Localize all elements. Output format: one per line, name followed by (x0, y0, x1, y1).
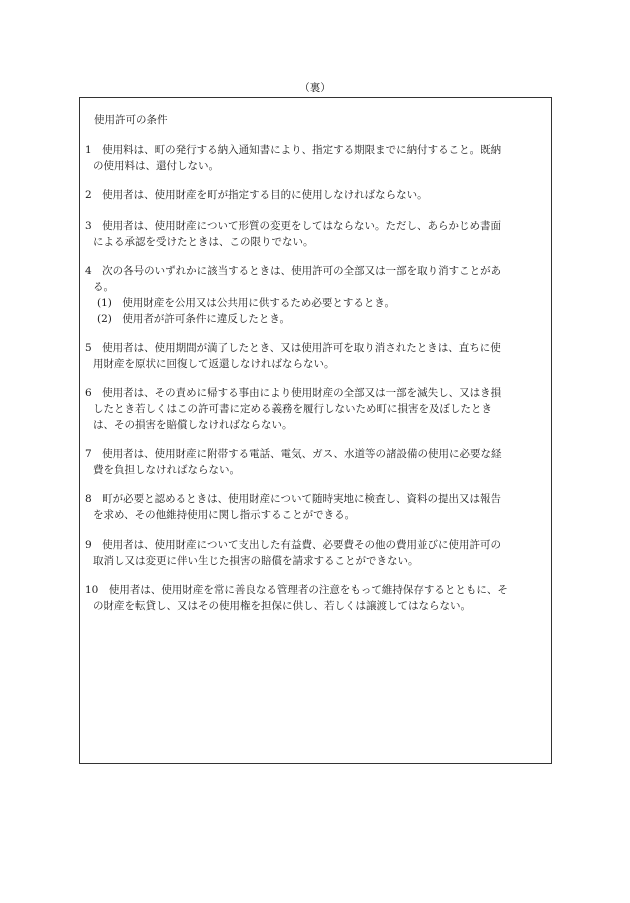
clause-line: 1 使用料は、町の発行する納入通知書により、指定する期限までに納付すること。既納 (85, 144, 502, 156)
clause-line: による承認を受けたときは、この限りでない。 (93, 236, 314, 248)
clause-line: は、その損害を賠償しなければならない。 (93, 419, 293, 431)
clause-line: したとき若しくはこの許可書に定める義務を履行しないため町に損害を及ぼしたとき (93, 403, 492, 415)
clause-line: 6 使用者は、その責めに帰する事由により使用財産の全部又は一部を滅失し、又はき損 (85, 387, 502, 399)
clause-4 (85, 263, 547, 327)
clause-line: 5 使用者は、使用期間が満了したとき、又は使用許可を取り消されたときは、直ちに使 (85, 342, 501, 354)
clause-10 (85, 582, 547, 614)
clause-line: を求め、その他維持使用に関し指示することができる。 (93, 509, 356, 521)
clause-1 (85, 142, 547, 174)
page-side-label: （裏） (299, 82, 331, 94)
clause-9 (85, 537, 547, 569)
clause-line: 9 使用者は、使用財産について支出した有益費、必要費その他の費用並びに使用許可の (85, 539, 501, 551)
clause-line: 用財産を原状に回復して返還しなければならない。 (93, 358, 335, 370)
clause-5 (85, 340, 547, 372)
clause-line: 8 町が必要と認めるときは、使用財産について随時実地に検査し、資料の提出又は報告 (85, 493, 501, 505)
clause-line: 3 使用者は、使用財産について形質の変更をしてはならない。ただし、あらかじめ書面 (85, 220, 501, 232)
clause-sub-item: (1) 使用財産を公用又は公共用に供するため必要とするとき。 (97, 297, 395, 309)
clause-2 (85, 187, 547, 203)
clause-7 (85, 446, 547, 478)
clause-line: 10 使用者は、使用財産を常に善良なる管理者の注意をもって維持保存するとともに、そ (85, 584, 508, 596)
clause-line: 取消し又は変更に伴い生じた損害の賠償を請求することができない。 (93, 555, 419, 567)
clause-line: 費を負担しなければならない。 (93, 464, 240, 476)
clause-8 (85, 491, 547, 523)
clause-3 (85, 218, 547, 250)
clause-line: る。 (93, 281, 114, 293)
clause-sub-item: (2) 使用者が許可条件に違反したとき。 (97, 313, 290, 325)
clause-line: の財産を転貸し、又はその使用権を担保に供し、若しくは譲渡してはならない。 (93, 600, 471, 612)
clause-line: 7 使用者は、使用財産に附帯する電話、電気、ガス、水道等の諸設備の使用に必要な経 (85, 448, 502, 460)
clause-line: 4 次の各号のいずれかに該当するときは、使用許可の全部又は一部を取り消すことがあ (85, 265, 502, 277)
conditions-heading: 使用許可の条件 (94, 114, 168, 126)
clause-6 (85, 385, 547, 433)
clause-line: の使用料は、還付しない。 (93, 160, 219, 172)
clause-line: 2 使用者は、使用財産を町が指定する目的に使用しなければならない。 (85, 189, 428, 201)
